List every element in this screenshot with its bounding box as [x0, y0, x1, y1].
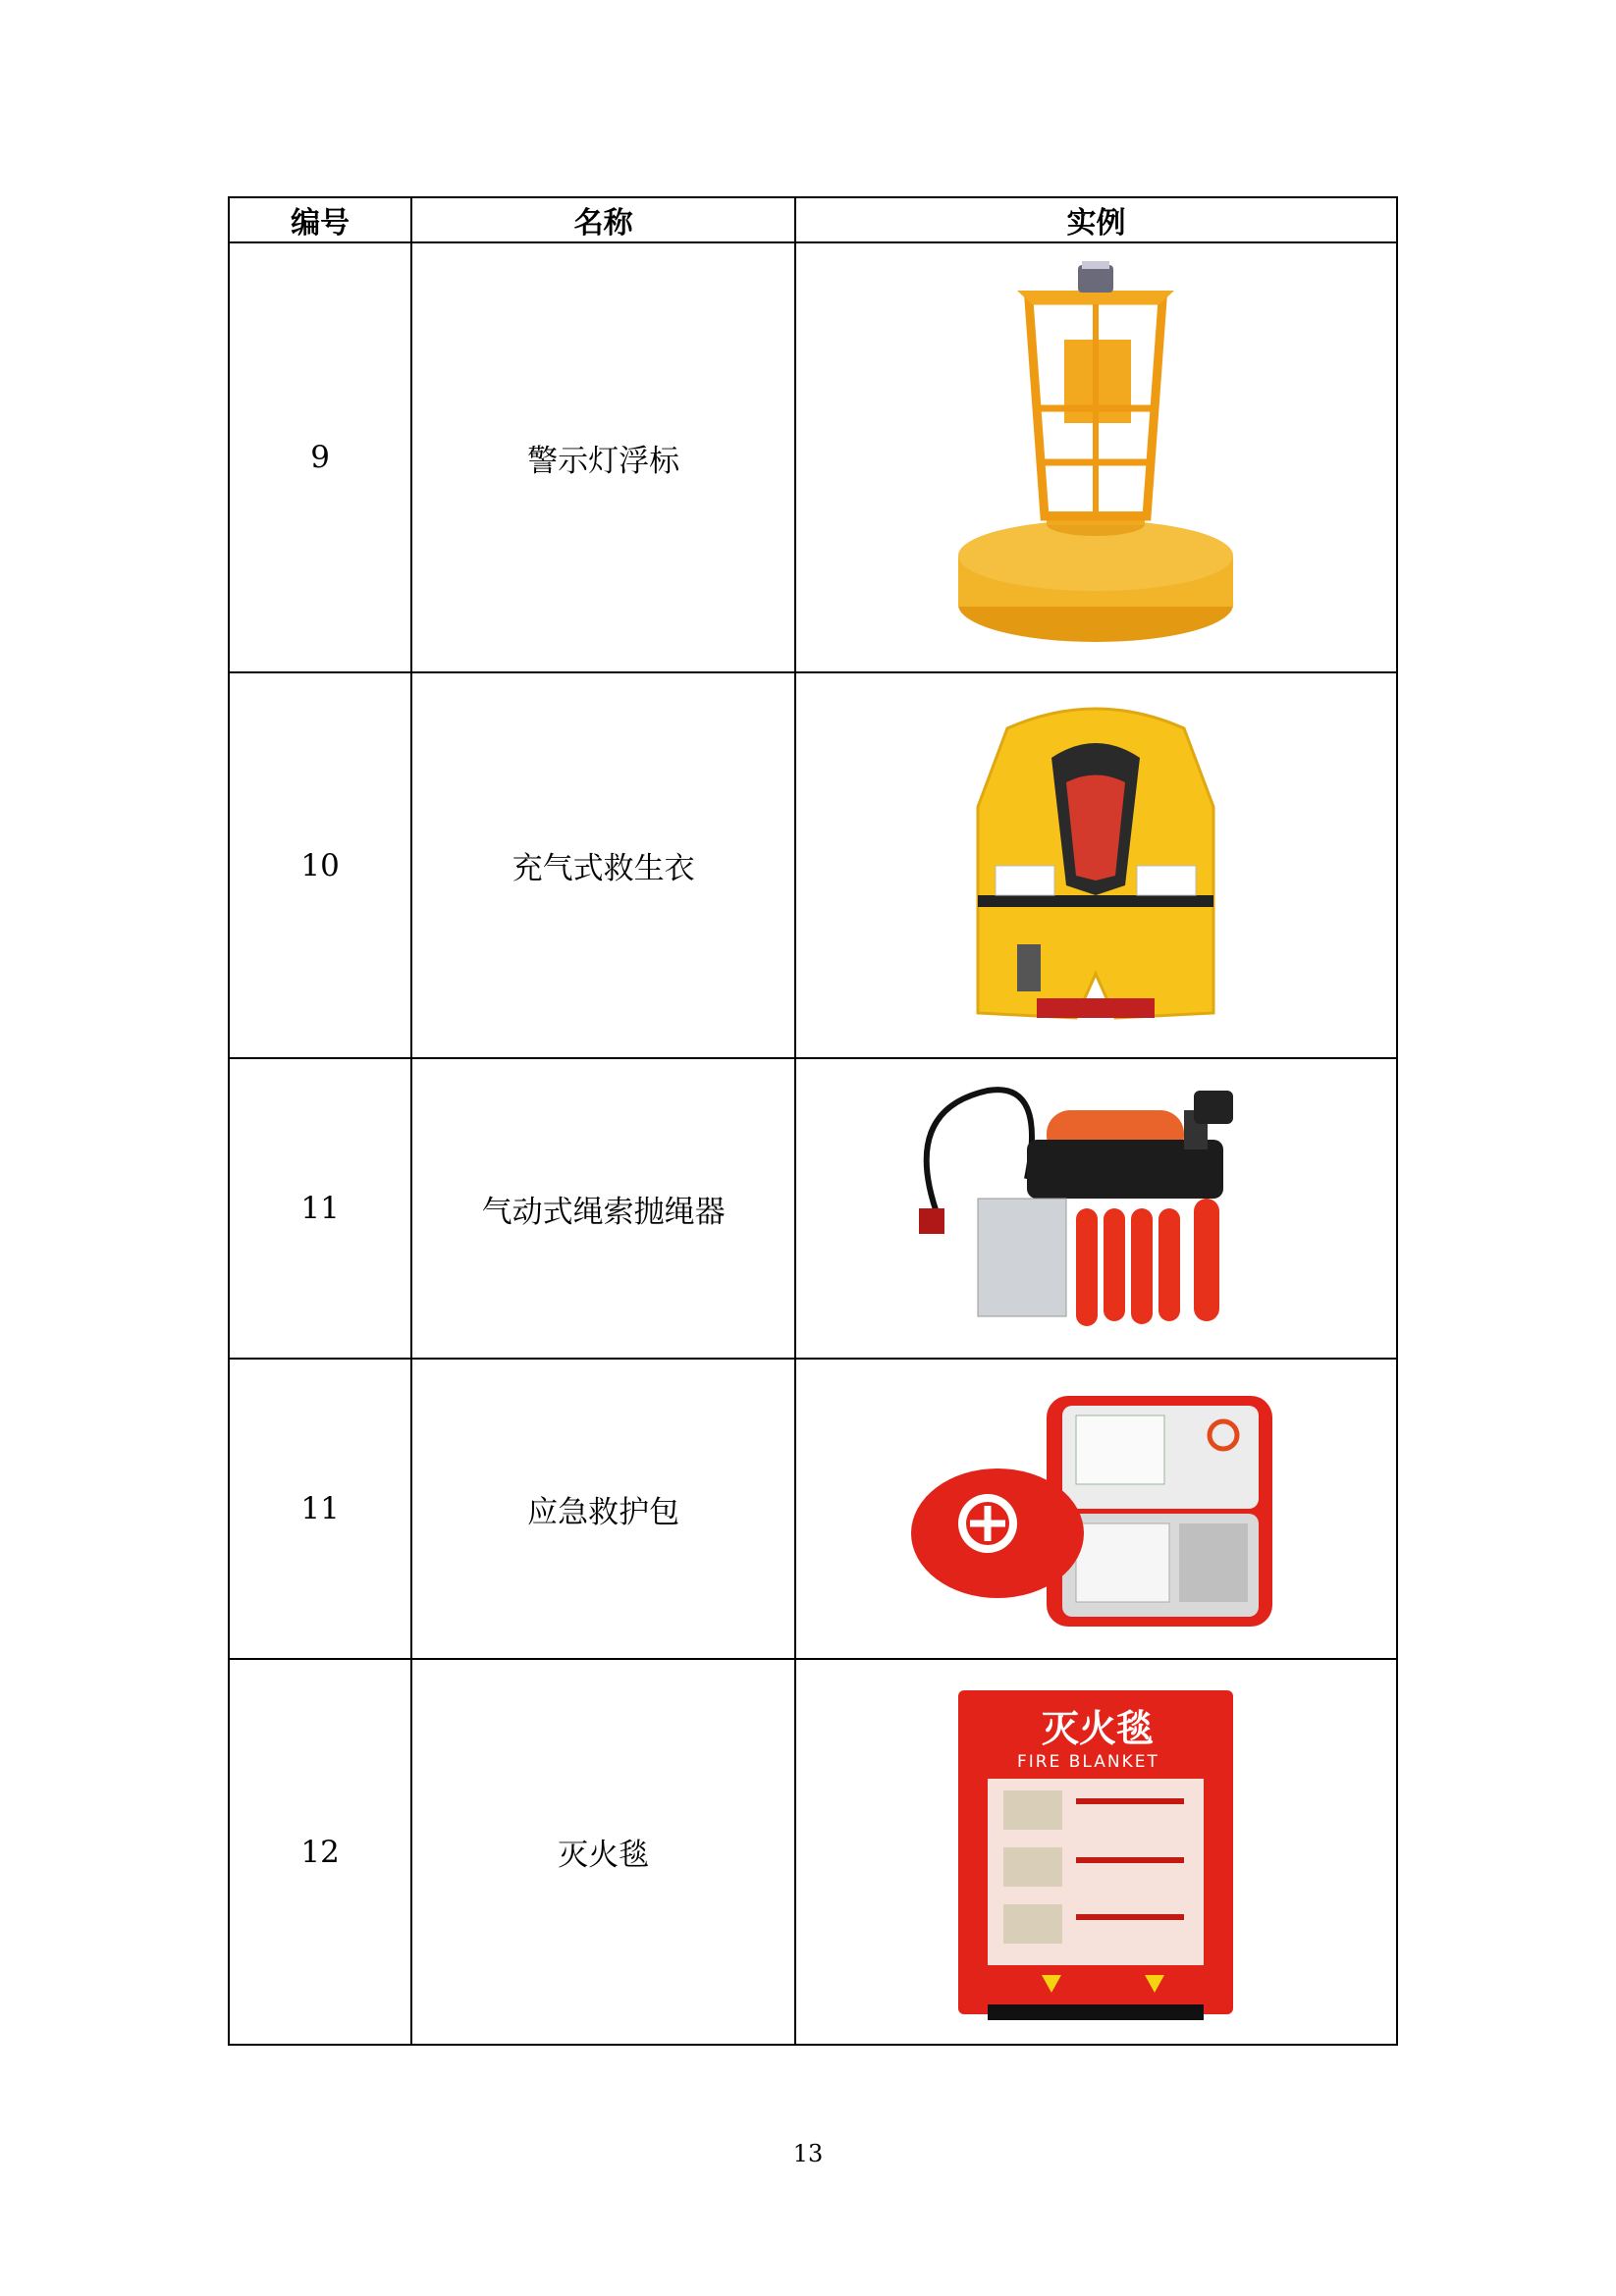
page-number: 13	[792, 2140, 824, 2167]
row-number: 11	[229, 1359, 411, 1659]
header-row	[229, 197, 1397, 242]
row-image-cell	[795, 1659, 1397, 2045]
table-row	[229, 1659, 1397, 2045]
row-number: 12	[229, 1659, 411, 2045]
header-example: 实例	[795, 197, 1397, 242]
inflatable-life-jacket-image	[968, 689, 1223, 1042]
table-row	[229, 672, 1397, 1058]
row-number: 9	[229, 242, 411, 672]
table-row	[229, 242, 1397, 672]
package-title: 灭火毯	[1042, 1706, 1155, 1750]
table-row	[229, 1359, 1397, 1659]
row-image-cell	[795, 1359, 1397, 1659]
row-name: 应急救护包	[411, 1359, 795, 1659]
row-name: 气动式绳索抛绳器	[411, 1058, 795, 1359]
row-image-cell	[795, 242, 1397, 672]
table-row	[229, 1058, 1397, 1359]
first-aid-kit-image	[909, 1376, 1282, 1641]
row-image-cell	[795, 672, 1397, 1058]
package-subtitle: FIRE BLANKET	[1017, 1751, 1160, 1772]
row-name: 充气式救生衣	[411, 672, 795, 1058]
row-name: 灭火毯	[411, 1659, 795, 2045]
row-number: 10	[229, 672, 411, 1058]
row-number: 11	[229, 1058, 411, 1359]
equipment-table	[228, 196, 1398, 2046]
fire-blanket-image	[948, 1681, 1243, 2024]
pneumatic-line-thrower-image	[899, 1071, 1292, 1346]
warning-light-buoy-image	[939, 261, 1253, 654]
row-image-cell	[795, 1058, 1397, 1359]
header-name: 名称	[411, 197, 795, 242]
row-name: 警示灯浮标	[411, 242, 795, 672]
header-number: 编号	[229, 197, 411, 242]
